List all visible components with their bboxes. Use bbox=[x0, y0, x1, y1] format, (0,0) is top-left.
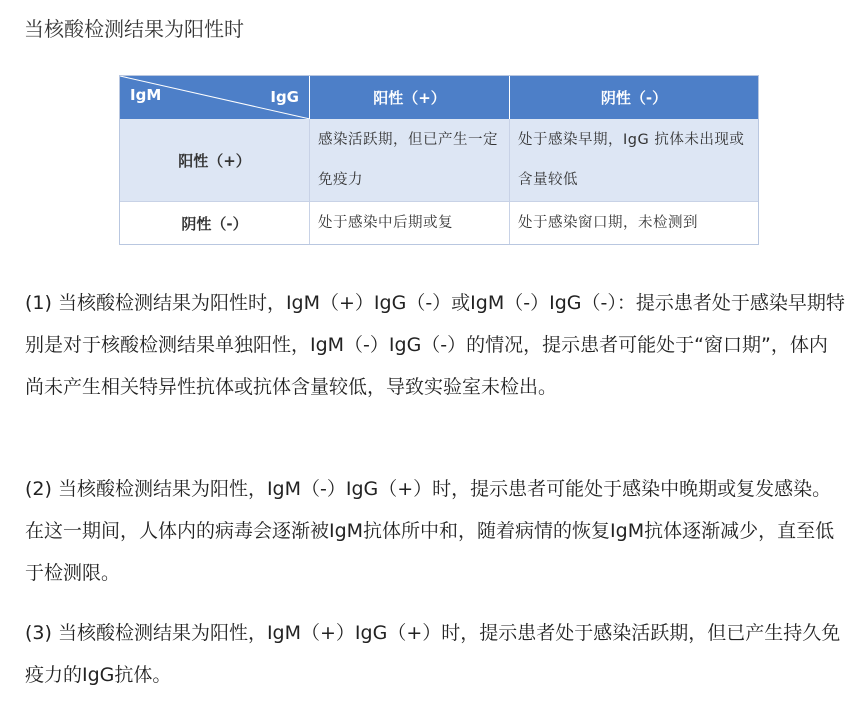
col-header-negative: 阴性（-） bbox=[510, 76, 758, 119]
col-header-positive: 阳性（+） bbox=[310, 76, 510, 119]
table-cell bbox=[510, 202, 758, 244]
result-table bbox=[119, 75, 759, 245]
row-header-positive: 阳性（+） bbox=[120, 119, 310, 202]
corner-row-label: IgM bbox=[130, 86, 162, 104]
table-cell bbox=[310, 202, 510, 244]
cell-text: 处于感染窗口期，未检测到 bbox=[518, 215, 698, 231]
table-corner-cell bbox=[120, 76, 310, 119]
corner-col-label: IgG bbox=[270, 88, 299, 106]
page-heading: 当核酸检测结果为阳性时 bbox=[24, 17, 244, 41]
row-header-negative: 阴性（-） bbox=[120, 202, 310, 244]
cell-text: 感染活跃期，但已产生一定免疫力 bbox=[318, 132, 498, 188]
table-cell bbox=[510, 119, 758, 202]
paragraph-1: (1) 当核酸检测结果为阳性时，IgM（+）IgG（-）或IgM（-）IgG（-）：提示患者处于感染早期特别是对于核酸检测结果单独阳性，IgM（-）IgG（-）的情况，提示患者可能处于“窗口期”，体内尚未产生相关特异性抗体或抗体含量较低，导致实验室未检出。 bbox=[25, 292, 845, 398]
table-cell bbox=[310, 119, 510, 202]
cell-text: 处于感染中后期或复 bbox=[318, 215, 453, 231]
paragraph-2: (2) 当核酸检测结果为阳性，IgM（-）IgG（+）时，提示患者可能处于感染中晚期或复发感染。在这一期间，人体内的病毒会逐渐被IgM抗体所中和，随着病情的恢复IgM抗体逐渐减少，直至低于检测限。 bbox=[25, 478, 835, 584]
paragraph-3: (3) 当核酸检测结果为阳性，IgM（+）IgG（+）时，提示患者处于感染活跃期，但已产生持久免疫力的IgG抗体。 bbox=[25, 622, 841, 686]
cell-text: 处于感染早期，IgG 抗体未出现或含量较低 bbox=[518, 132, 745, 188]
